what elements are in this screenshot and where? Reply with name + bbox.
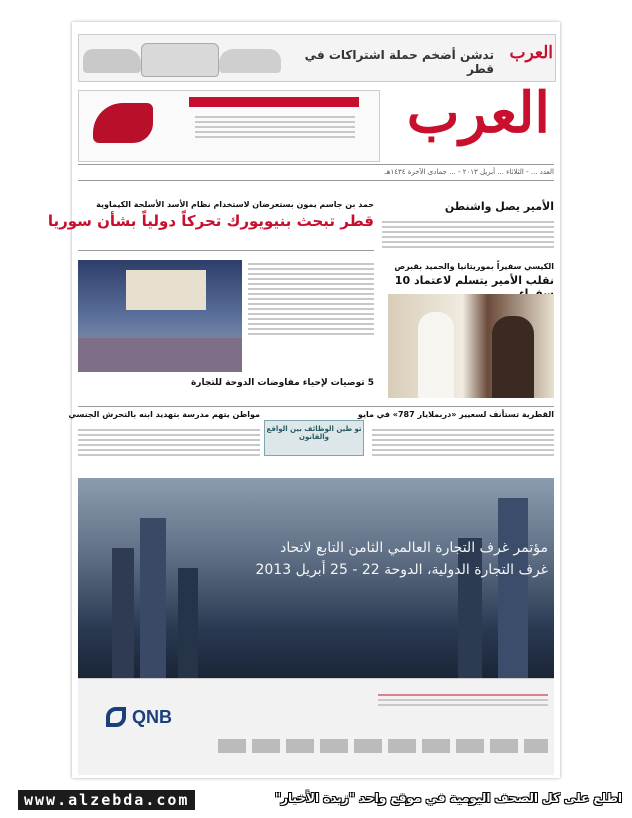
ambassador-kicker: الكيسي سفيراً بموريتانيا والحميد بقبرص: [394, 262, 554, 271]
forum-photo: [78, 260, 242, 372]
tower-4: [458, 538, 482, 678]
jobs-box: تو طين الوظائف بين الواقع والقانون: [264, 420, 364, 456]
newspaper-page: [47, 22, 560, 778]
sponsor-logos: [218, 739, 548, 753]
chair-image: [93, 103, 153, 143]
teacher-text: [78, 426, 260, 459]
top-ad-slogan: تدشن أضخم حملة اشتراكات في قطر: [304, 48, 494, 76]
main-rule: [78, 250, 374, 251]
lower-rule: [78, 406, 554, 407]
qnb-icon: [106, 707, 126, 727]
ad-text-lines: [195, 113, 355, 141]
masthead-rule: [78, 164, 554, 165]
budget-headline: القطرية تستأنف لسعيير «دربملايار 787» في مايو: [357, 410, 554, 419]
ad-banner-red: [189, 97, 359, 107]
qnb-logo: [106, 707, 176, 731]
tower-3: [178, 568, 198, 678]
emir-photo: [388, 294, 554, 398]
car-image: [141, 43, 219, 77]
tower-2: [140, 518, 166, 678]
tower-1: [112, 548, 134, 678]
conference-ad: [78, 478, 554, 678]
masthead-logo: العرب: [406, 80, 550, 146]
car-image: [219, 49, 281, 73]
qnb-wordmark: QNB: [132, 707, 172, 727]
issue-line: العدد ... - الثلاثاء ... أبريل ٢٠١٣ - ... جمادى الآخرة ١٤٣٤هـ: [384, 168, 554, 176]
top-ad-brand: العرب: [509, 43, 553, 63]
emir-figure: [418, 312, 454, 398]
forum-headline: 5 توصيات لإحياء مفاوضات الدوحة للتجارة: [190, 378, 374, 388]
emir-text: [382, 218, 554, 251]
forum-screen: [126, 270, 206, 310]
masthead-ad: [78, 90, 380, 162]
teacher-headline: مواطن يتهم مدرسة بتهديد ابنه بالتحرش الجنسي: [68, 410, 260, 419]
emir-headline: الأمير يصل واشنطن: [444, 200, 554, 213]
sponsor-strip: [78, 678, 554, 775]
car-image: [83, 49, 141, 73]
sponsor-text: [378, 691, 548, 709]
ad-line-2: غرف التجارة الدولية، الدوحة 22 - 25 أبريل 2013: [255, 562, 548, 578]
ambassador-figure: [492, 316, 534, 398]
footer-promo: اطلع على كل الصحف اليومية في موقع واحد "زبدة الأخبار": [274, 791, 622, 805]
main-kicker: حمد بن جاسم يمون بستعرضان لاستخدام نظام الأسد الأسلحة الكيماوية: [96, 200, 374, 209]
forum-audience: [78, 338, 242, 372]
budget-text: [372, 426, 554, 459]
top-ad-banner: [78, 34, 556, 82]
main-headline: قطر تبحث بنيويورك تحركاً دولياً بشأن سوريا: [47, 212, 374, 230]
issue-rule: [78, 180, 554, 181]
ad-line-1: مؤتمر غرف التجارة العالمي الثامن التابع لاتحاد: [280, 540, 548, 556]
ambassador-headline: نقلب الأمير يتسلم لاعتماد 10: [394, 274, 554, 287]
forum-text: [248, 260, 374, 338]
tower-5: [498, 498, 528, 678]
footer-url[interactable]: www.alzebda.com: [18, 790, 195, 810]
